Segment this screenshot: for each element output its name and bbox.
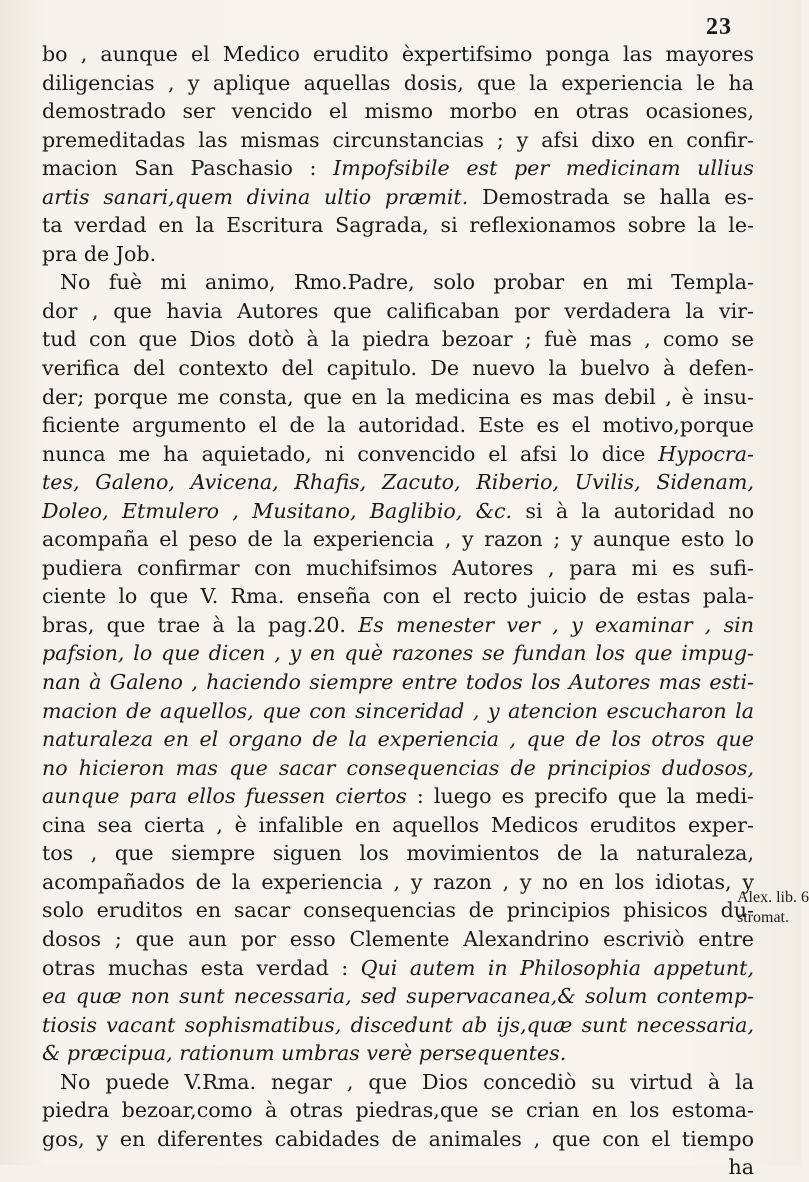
text-line [42,297,754,326]
text-line [42,354,754,383]
text-segment: tes, Galeno, Avicena, Rhafis, Zacuto, Riberio, Uvilis, Sidenam, [42,470,754,495]
text-segment: artis sanari,quem divina ultio præmit. [42,184,469,209]
margin-note-line: stromat. [737,909,789,926]
text-line [42,211,754,240]
text-segment: pudiera confirmar con muchifsimos Autores , para mi es sufi- [42,555,754,580]
text-segment: aunque para ellos fuessen ciertos [42,784,407,809]
text-segment: tud con que Dios dotò à la piedra bezoar ; fuè mas , como se [42,327,754,352]
text-segment: Doleo, Etmulero , Musitano, Baglibio, &c. [42,498,513,523]
text-segment: acompañados de la experiencia , y razon , y no en los idiotas, y [42,869,754,894]
text-line [42,839,754,868]
text-segment: demostrado ser vencido el mismo morbo en otras ocasiones, [42,99,754,124]
text-line [42,69,754,98]
text-line [42,811,754,840]
text-segment: no hicieron mas que sacar consequencias de principios dudosos, [42,755,754,780]
text-segment: No fuè mi animo, Rmo.Padre, solo probar en mi Templa- [60,270,754,295]
text-line [42,1096,754,1125]
catchword [42,1153,754,1182]
text-segment: bras, que trae à la pag.20. [42,612,359,637]
text-line [42,268,754,297]
text-line [42,582,754,611]
text-segment: ha [728,1155,754,1180]
text-segment: bo , aunque el Medico erudito èxpertifsimo ponga las mayores [42,42,754,66]
page-number: 23 [706,14,732,40]
text-line [42,611,754,640]
text-line [42,1039,754,1068]
text-line [42,383,754,412]
text-segment: otras muchas esta verdad : [42,955,361,980]
text-segment: verifica del contexto del capitulo. De nuevo la buelvo à defen- [42,356,754,381]
text-segment: nunca me ha aquietado, ni convencido el afsi lo dice [42,441,659,466]
text-line [42,325,754,354]
text-line [42,896,754,925]
text-segment: No puede V.Rma. negar , que Dios concediò su virtud à la [60,1069,754,1094]
text-segment: dosos ; que aun por esso Clemente Alexandrino escriviò entre [42,926,754,951]
text-segment: Qui autem in Philosophia appetunt, [360,955,754,980]
text-line [42,525,754,554]
text-line [42,126,754,155]
text-line [42,668,754,697]
text-segment: macion de aquellos, que con sinceridad , y atencion escucharon la [42,698,754,723]
text-segment: ta verdad en la Escritura Sagrada, si reflexionamos sobre la le- [42,213,754,238]
text-line [42,497,754,526]
text-segment: premeditadas las mismas circunstancias ; y afsi dixo en confir- [42,127,754,152]
text-line [42,154,754,183]
text-line [42,925,754,954]
text-segment: ficiente argumento el de la autoridad. Este es el motivo,porque [42,413,754,438]
text-line [42,639,754,668]
text-line [42,1011,754,1040]
text-line [42,183,754,212]
text-line [42,754,754,783]
text-line [42,97,754,126]
text-segment: : luego es precifo que la medi- [406,784,754,809]
text-segment: solo eruditos en sacar consequencias de principios phisicos du- [42,898,754,923]
text-segment: tos , que siempre siguen los movimientos de la naturaleza, [42,841,754,866]
text-line [42,982,754,1011]
text-segment: pafsion, lo que dicen , y en què razones se fundan los que impug- [42,641,754,666]
text-line [42,554,754,583]
text-segment: dor , que havia Autores que calificaban por verdadera la vir- [42,298,754,323]
text-line [42,697,754,726]
text-segment: Impofsibile est per medicinam ullius [333,156,754,181]
text-line [42,868,754,897]
text-segment: nan à Galeno , haciendo siempre entre todos los Autores mas esti- [42,670,754,695]
text-segment: & præcipua, rationum umbras verè persequentes. [42,1041,567,1066]
text-segment: ea quæ non sunt necessaria, sed supervacanea,& solum contemp- [42,984,754,1009]
text-line [42,725,754,754]
text-line [42,40,754,69]
text-segment: der; porque me consta, que en la medicina es mas debil , è insu- [42,384,754,409]
text-segment: macion San Paschasio : [42,156,334,181]
text-line [42,468,754,497]
text-segment: Demostrada se halla es- [468,184,754,209]
text-segment: piedra bezoar,como à otras piedras,que se crian en los estoma- [42,1098,754,1123]
text-line [42,782,754,811]
text-segment: tiosis vacant sophismatibus, discedunt ab ijs,quæ sunt necessaria, [42,1012,754,1037]
text-segment: acompaña el peso de la experiencia , y razon ; y aunque esto lo [42,527,754,552]
text-segment: diligencias , y aplique aquellas dosis, que la experiencia le ha [42,70,754,95]
text-line [42,954,754,983]
text-segment: ciente lo que V. Rma. enseña con el recto juicio de estas pala- [42,584,754,609]
margin-note-line: Alex. lib. 6 [737,889,809,906]
text-segment: gos, y en diferentes cabidades de animales , que con el tiempo [42,1126,754,1151]
text-segment: Hypocra- [658,441,754,466]
margin-note [737,888,809,928]
text-segment: naturaleza en el organo de la experiencia , que de los otros que [42,727,754,752]
text-line [42,1068,754,1097]
text-segment: pra de Job. [42,241,157,266]
text-line [42,1125,754,1154]
text-segment: cina sea cierta , è infalible en aquellos Medicos eruditos exper- [42,812,754,837]
body-text [42,40,754,1182]
text-line [42,440,754,469]
text-segment: Es menester ver , y examinar , sin [358,612,754,637]
text-segment: si à la autoridad no [512,498,754,523]
text-line [42,240,754,269]
text-line [42,411,754,440]
